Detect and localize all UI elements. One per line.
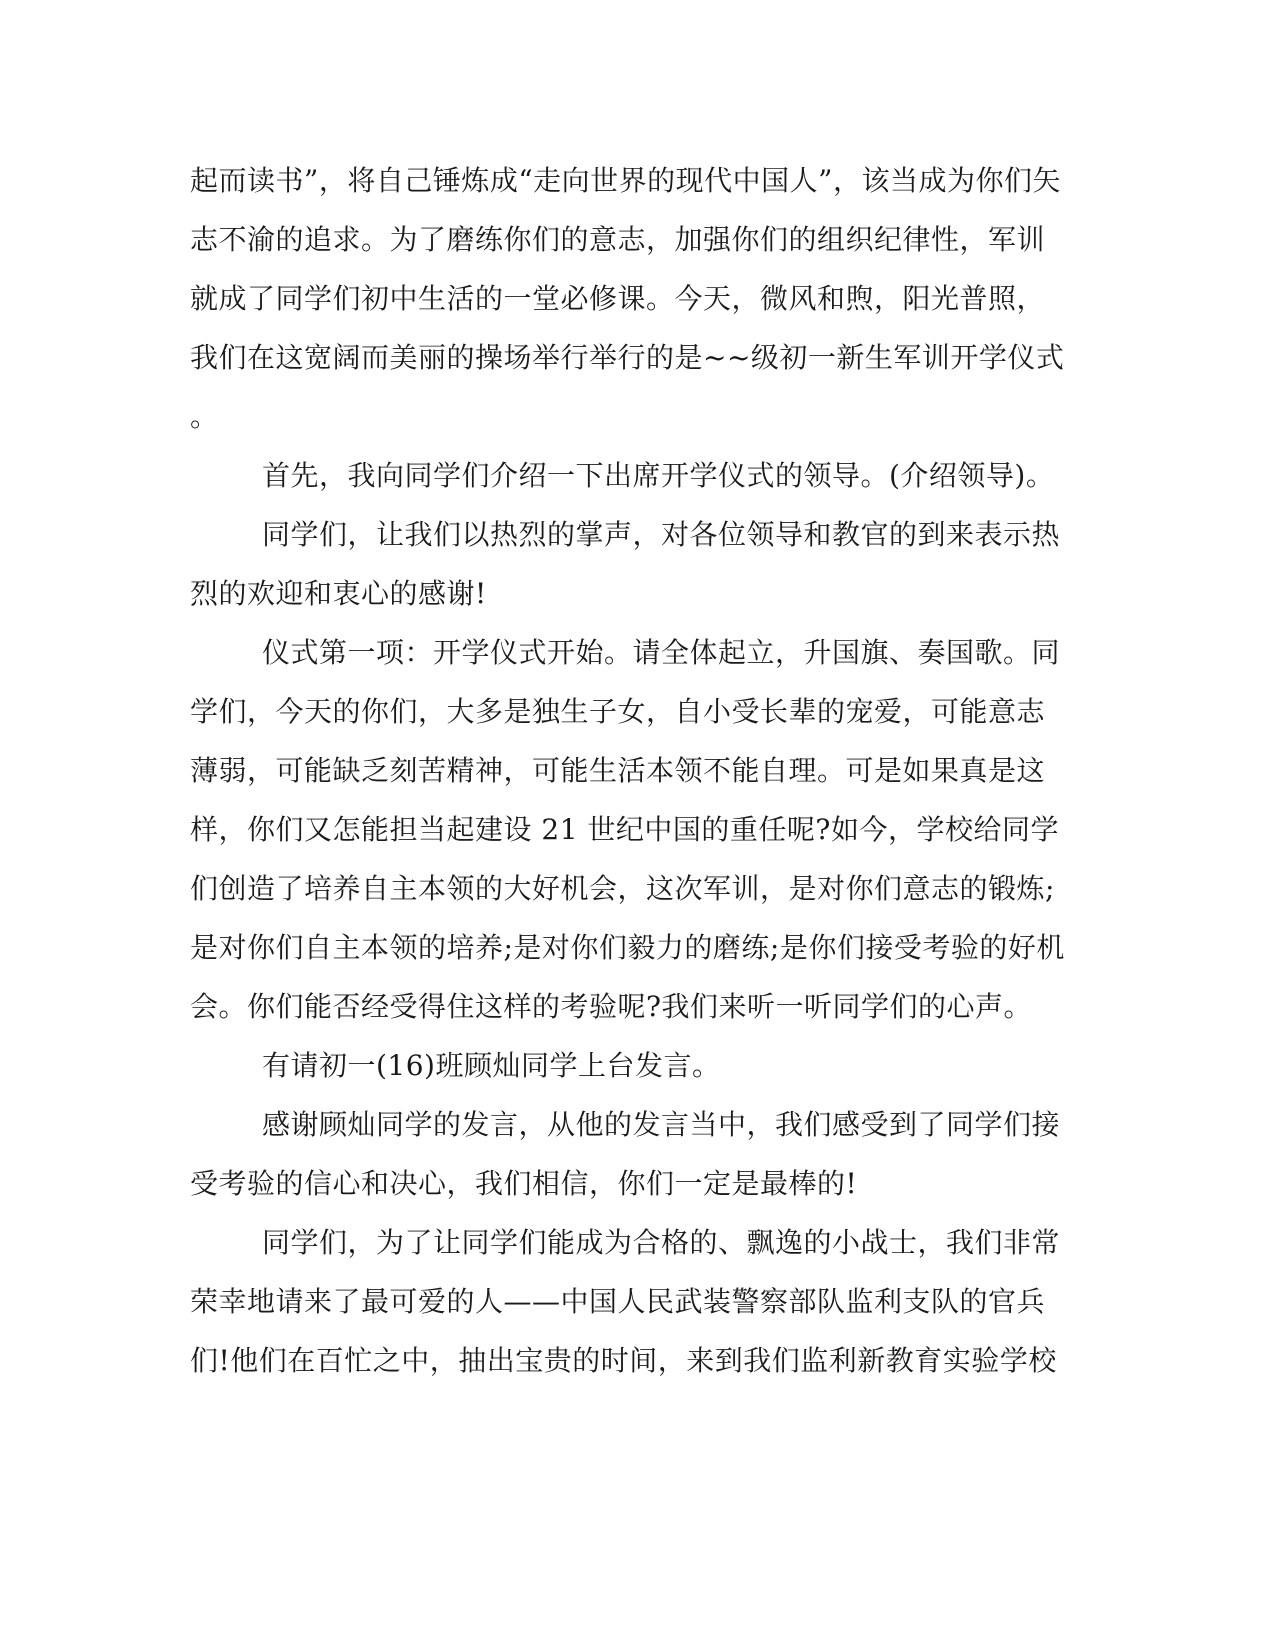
text-line: 会。你们能否经受得住这样的考验呢?我们来听一听同学们的心声。 <box>190 990 1033 1023</box>
text-line: 薄弱，可能缺乏刻苦精神，可能生活本领不能自理。可是如果真是这 <box>190 754 1046 787</box>
text-line: 是对你们自主本领的培养;是对你们毅力的磨练;是你们接受考验的好机 <box>190 931 1065 964</box>
paragraph-start-line: 同学们，为了让同学们能成为合格的、飘逸的小战士，我们非常 <box>262 1226 1061 1259</box>
text-line: 就成了同学们初中生活的一堂必修课。今天，微风和煦，阳光普照， <box>190 282 1046 315</box>
text-line: 学们，今天的你们，大多是独生子女，自小受长辈的宠爱，可能意志 <box>190 695 1046 728</box>
text-line: 受考验的信心和决心，我们相信，你们一定是最棒的! <box>190 1167 858 1200</box>
text-line: 。 <box>190 400 219 433</box>
text-line: 荣幸地请来了最可爱的人——中国人民武装警察部队监利支队的官兵 <box>190 1285 1046 1318</box>
text-line: 们!他们在百忙之中，抽出宝贵的时间，来到我们监利新教育实验学校 <box>190 1344 1057 1377</box>
paragraph-start-line: 首先，我向同学们介绍一下出席开学仪式的领导。(介绍领导)。 <box>262 459 1055 492</box>
text-line: 起而读书”，将自己锤炼成“走向世界的现代中国人”，该当成为你们矢 <box>190 164 1061 197</box>
paragraph-start-line: 仪式第一项：开学仪式开始。请全体起立，升国旗、奏国歌。同 <box>262 636 1061 669</box>
paragraph-start-line: 感谢顾灿同学的发言，从他的发言当中，我们感受到了同学们接 <box>262 1108 1061 1141</box>
text-line: 们创造了培养自主本领的大好机会，这次军训，是对你们意志的锻炼; <box>190 872 1055 905</box>
text-line: 我们在这宽阔而美丽的操场举行举行的是~~级初一新生军训开学仪式 <box>190 341 1065 374</box>
text-line: 烈的欢迎和衷心的感谢! <box>190 577 487 610</box>
paragraph-start-line: 有请初一(16)班顾灿同学上台发言。 <box>262 1049 721 1082</box>
paragraph-start-line: 同学们，让我们以热烈的掌声，对各位领导和教官的到来表示热 <box>262 518 1061 551</box>
text-line: 志不渝的追求。为了磨练你们的意志，加强你们的组织纪律性，军训 <box>190 223 1046 256</box>
text-line: 样，你们又怎能担当起建设 21 世纪中国的重任呢?如今，学校给同学 <box>190 813 1059 846</box>
